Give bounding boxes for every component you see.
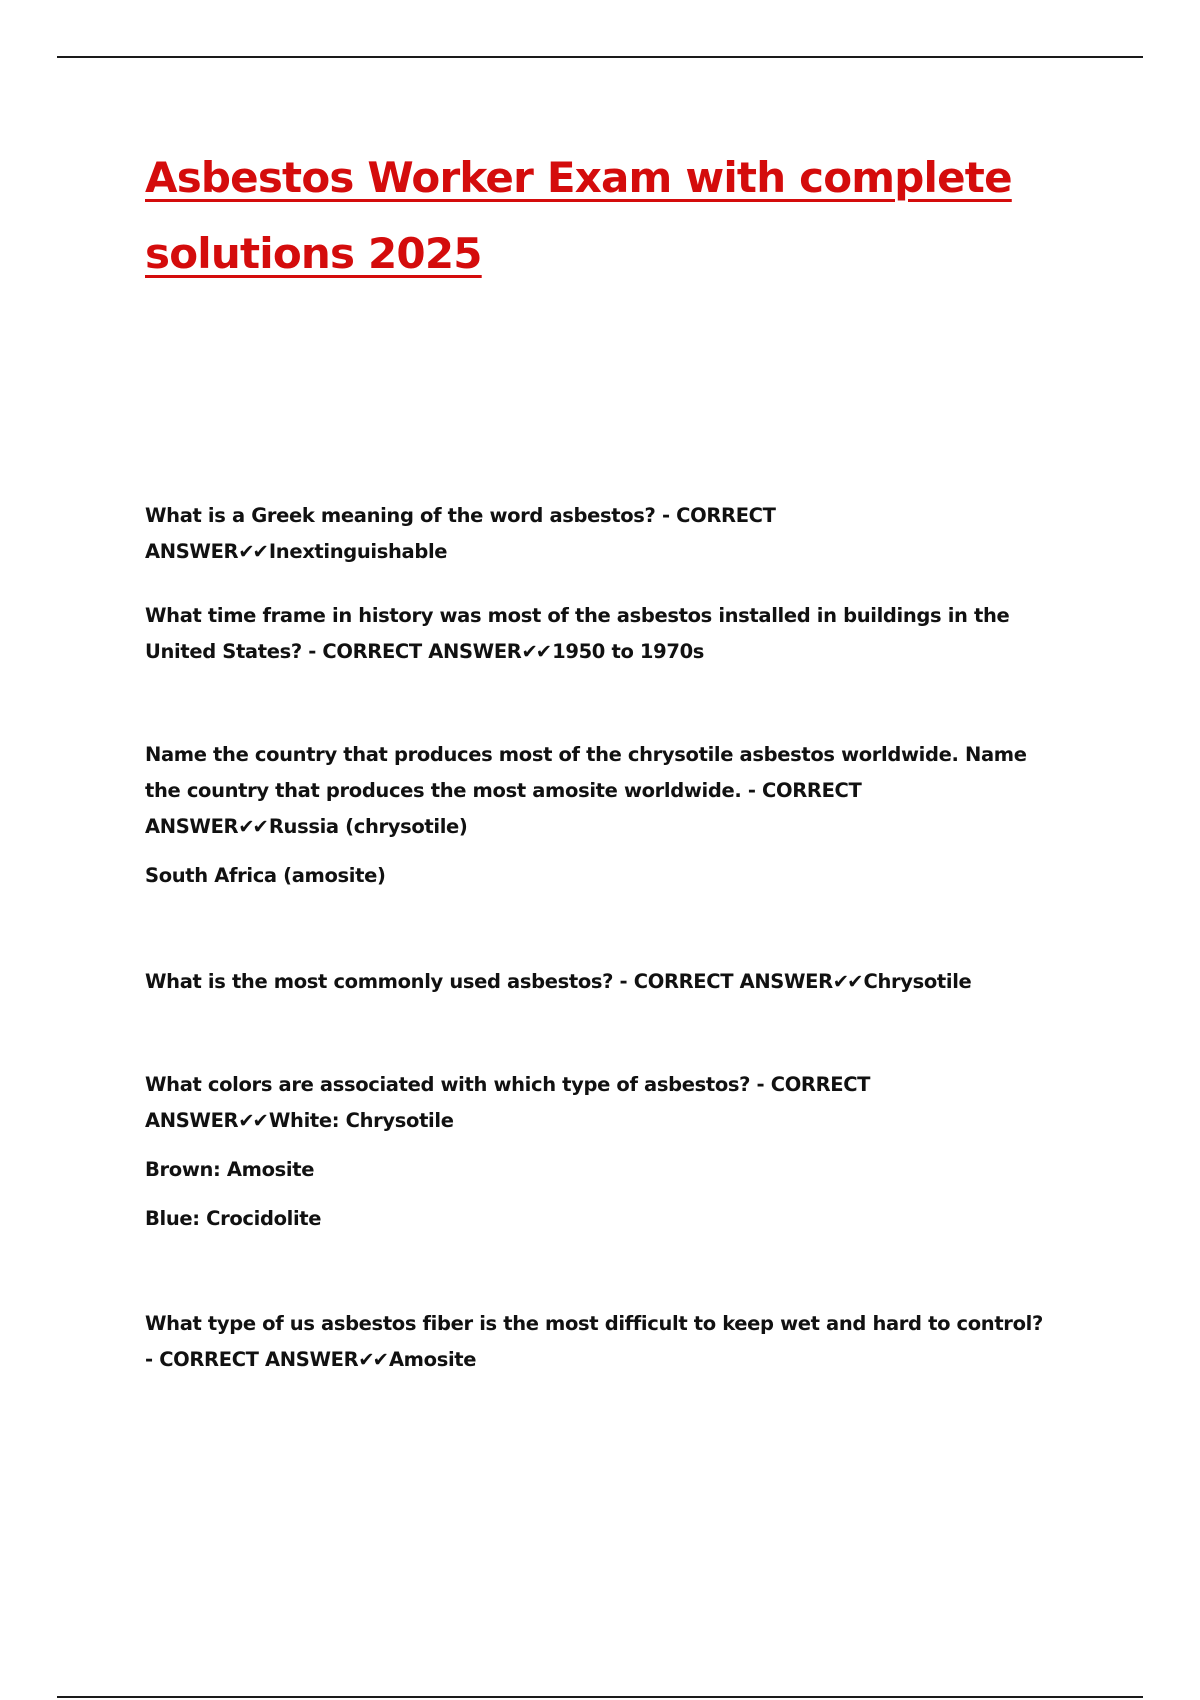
answer-continuation: Brown: Amosite: [145, 1158, 315, 1181]
top-rule: [57, 56, 1143, 58]
title-line-2: solutions 2025: [145, 229, 482, 278]
qa-item-6: [145, 1306, 1045, 1378]
checkmark-icon: ✔✔: [521, 640, 551, 663]
question-text: What is a Greek meaning of the word asbestos? -: [145, 504, 670, 527]
answer-continuation: South Africa (amosite): [145, 864, 386, 887]
checkmark-icon: ✔✔: [238, 1109, 267, 1132]
qa-question-paragraph: [145, 598, 1045, 670]
answer-text: Inextinguishable: [268, 540, 448, 563]
question-text: Name the country that produces most of the chrysotile asbestos worldwide. Name the country that produces the most amosite worldwide. -: [145, 743, 1027, 802]
answer-text: White: Chrysotile: [268, 1109, 454, 1132]
qa-item-1: [145, 498, 1045, 570]
answer-text: Chrysotile: [863, 970, 972, 993]
question-text: What is the most commonly used asbestos? -: [145, 970, 628, 993]
qa-question-paragraph: [145, 1067, 1045, 1139]
qa-question-paragraph: [145, 498, 1045, 570]
answer-marker: CORRECT ANSWER: [145, 1073, 871, 1132]
checkmark-icon: ✔✔: [238, 540, 267, 563]
answer-marker: CORRECT ANSWER: [145, 779, 862, 838]
qa-question-paragraph: [145, 1306, 1045, 1378]
checkmark-icon: ✔✔: [832, 970, 862, 993]
title-line-1: Asbestos Worker Exam with complete: [145, 153, 1012, 202]
question-text: What time frame in history was most of the asbestos installed in buildings in the United States? -: [145, 604, 1010, 663]
question-text: What type of us asbestos fiber is the most difficult to keep wet and hard to control? -: [145, 1312, 1043, 1371]
answer-marker: CORRECT ANSWER: [145, 504, 776, 563]
answer-text: Amosite: [388, 1348, 477, 1371]
qa-item-4: [145, 964, 1045, 1000]
checkmark-icon: ✔✔: [238, 815, 267, 838]
qa-question-paragraph: [145, 964, 1045, 1000]
qa-item-5: [145, 1067, 1045, 1237]
qa-item-3: [145, 737, 1045, 894]
answer-marker: CORRECT ANSWER: [159, 1348, 359, 1371]
answer-text: Russia (chrysotile): [268, 815, 468, 838]
answer-marker: CORRECT ANSWER: [633, 970, 833, 993]
bottom-rule: [57, 1696, 1143, 1698]
answer-marker: CORRECT ANSWER: [322, 640, 522, 663]
question-text: What colors are associated with which type of asbestos? -: [145, 1073, 765, 1096]
checkmark-icon: ✔✔: [358, 1348, 387, 1371]
qa-question-paragraph: [145, 737, 1045, 845]
answer-continuation: Blue: Crocidolite: [145, 1207, 322, 1230]
document-title: [145, 140, 1045, 292]
qa-item-2: [145, 598, 1045, 670]
answer-text: 1950 to 1970s: [552, 640, 705, 663]
